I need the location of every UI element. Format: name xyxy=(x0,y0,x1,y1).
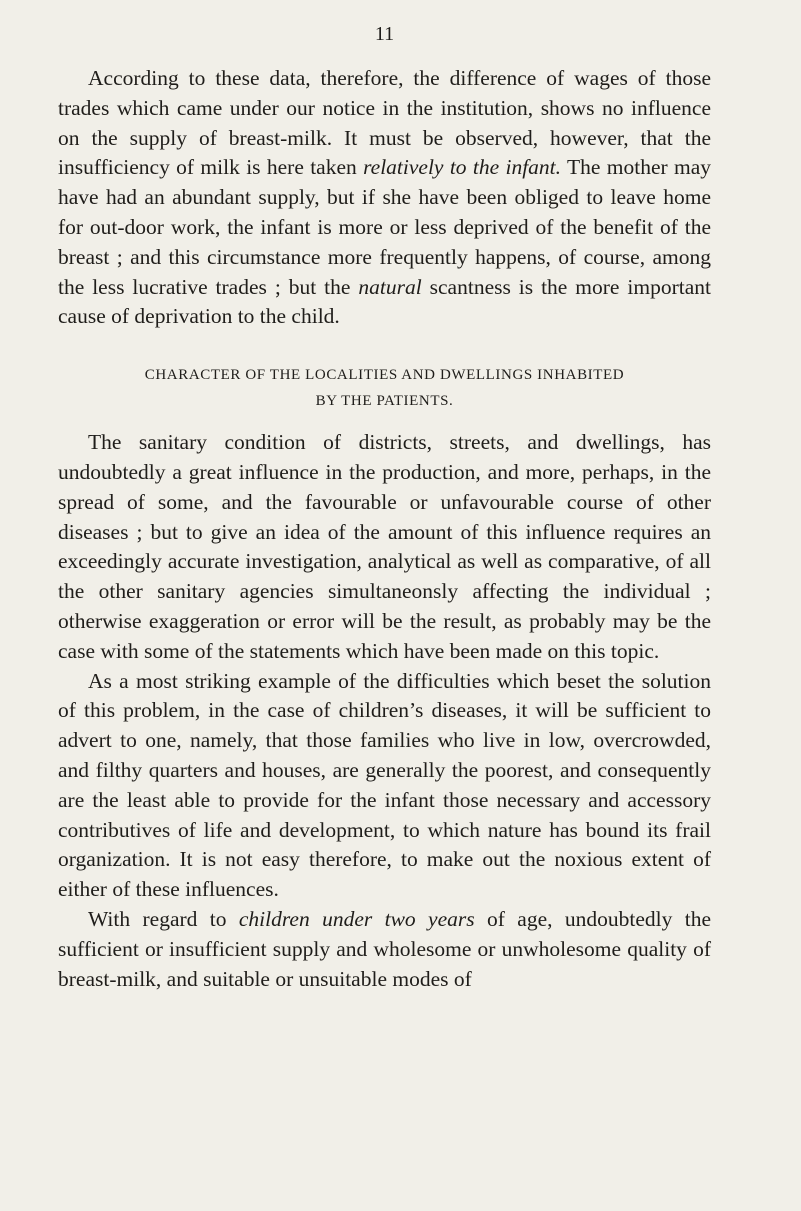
paragraph-text: According to these data, therefore, the difference of wages of those trades which came under our notice in the institution, shows no influence on the supply of breast-milk. It must be observed, however, that the insufficiency of milk is here taken xyxy=(58,66,711,180)
section-heading-line-2: BY THE PATIENTS. xyxy=(315,393,454,410)
paragraph-children-under-two xyxy=(58,905,711,994)
italic-phrase: relatively to the infant. xyxy=(363,155,562,180)
italic-phrase: children under two years xyxy=(238,906,475,931)
paragraph-text: of age, undoubtedly the sufficient or insufficient supply and wholesome or unwholesome quality of breast-milk, and suitable or unsuitable modes of xyxy=(58,906,711,991)
paragraph-sanitary-condition: The sanitary condition of districts, streets, and dwellings, has undoubtedly a great influence in the production, and more, perhaps, in the spread of some, and the favourable or unfavourable course of other diseases ; but to give an idea of the amount of this influence requires an exceedingly accurate investigation, analytical as well as comparative, of all the other sanitary agencies simultaneonsly affecting the individual ; otherwise exaggeration or error will be the result, as probably may be the case with some of the statements which have been made on this topic. xyxy=(58,430,711,663)
section-heading-line-1: CHARACTER OF THE LOCALITIES AND DWELLINGS INHABITED xyxy=(144,367,625,384)
page-number: 11 xyxy=(374,23,395,45)
paragraph-text: scantness is the more important cause of deprivation to the child. xyxy=(58,274,711,329)
paragraph-difficulties: As a most striking example of the difficulties which beset the solution of this problem, in the case of children’s diseases, it will be sufficient to advert to one, namely, that those families who live in low, overcrowded, and filthy quarters and houses, are generally the poorest, and consequently are the least able to provide for the infant those necessary and accessory contributives of life and development, to which nature has bound its frail organization. It is not easy therefore, to make out the noxious extent of either of these influences. xyxy=(58,668,711,902)
paragraph-text: The mother may have had an abundant supply, but if she have been obliged to leave home for out-door work, the infant is more or less deprived of the benefit of the breast ; and this circumstance more frequently happens, of course, among the less lucrative trades ; but the xyxy=(58,155,711,299)
italic-word: natural xyxy=(358,274,422,299)
paragraph-wages xyxy=(58,64,711,332)
paragraph-text: With regard to xyxy=(88,906,239,931)
section-heading xyxy=(58,362,711,414)
